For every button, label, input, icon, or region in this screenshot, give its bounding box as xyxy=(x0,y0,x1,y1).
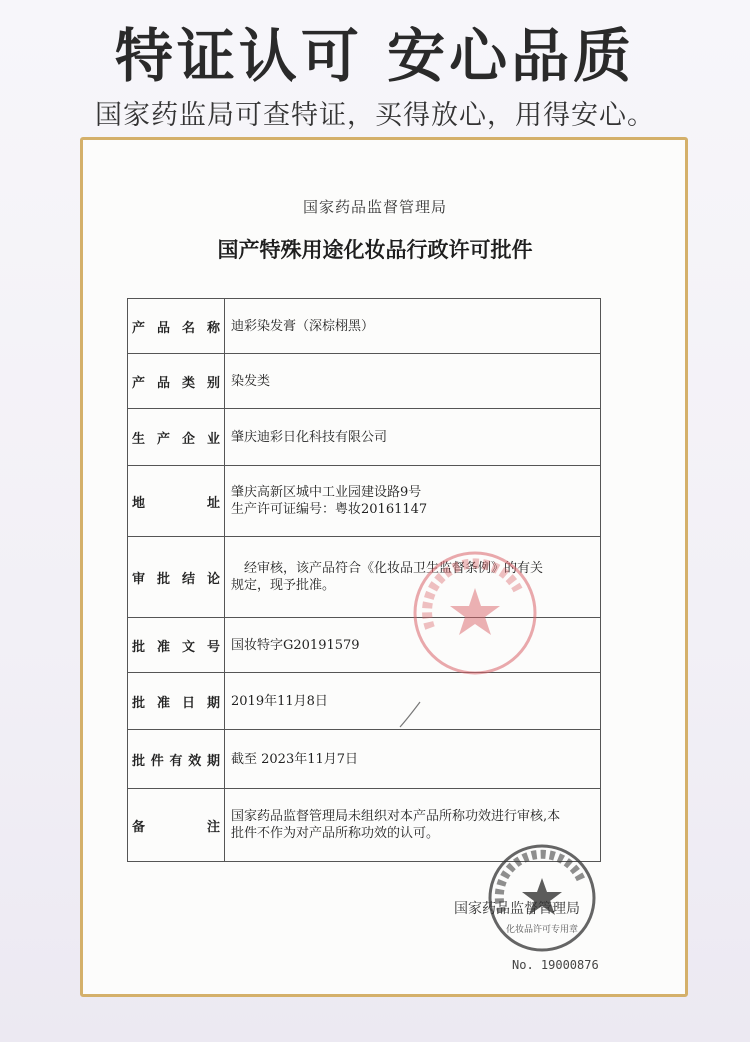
row-value: 迪彩染发膏（深棕栩黑） xyxy=(225,299,601,354)
table-row xyxy=(128,730,601,789)
row-label: 审批结论 xyxy=(128,537,225,618)
table-row xyxy=(128,409,601,466)
row-label: 备注 xyxy=(128,789,225,862)
headline: 特证认可 安心品质 xyxy=(114,22,636,90)
certificate-number: No. 19000876 xyxy=(512,958,599,972)
table-row xyxy=(128,354,601,409)
row-value: 国妆特字G20191579 xyxy=(225,618,601,673)
subheadline: 国家药监局可查特证，买得放心，用得安心。 xyxy=(95,100,655,131)
row-label: 批件有效期 xyxy=(128,730,225,789)
row-value: 2019年11月8日 xyxy=(225,673,601,730)
table-row xyxy=(128,299,601,354)
row-label: 产品类别 xyxy=(128,354,225,409)
pen-mark xyxy=(396,700,426,730)
row-value: 截至 2023年11月7日 xyxy=(225,730,601,789)
row-value: 肇庆迪彩日化科技有限公司 xyxy=(225,409,601,466)
row-label: 批准文号 xyxy=(128,618,225,673)
row-label: 产品名称 xyxy=(128,299,225,354)
row-value: 经审核，该产品符合《化妆品卫生监督条例》的有关 规定，现予批准。 xyxy=(225,537,601,618)
svg-text:化妆品许可专用章: 化妆品许可专用章 xyxy=(505,925,579,935)
row-label: 生产企业 xyxy=(128,409,225,466)
table-row xyxy=(128,466,601,537)
footer-agency: 国家药品监督管理局 xyxy=(454,901,580,917)
row-value: 国家药品监督管理局未组织对本产品所称功效进行审核,本 批件不作为对产品所称功效的认可。 xyxy=(225,789,601,862)
official-seal-stamp xyxy=(486,842,598,954)
row-label: 批准日期 xyxy=(128,673,225,730)
row-value: 肇庆高新区城中工业园建设路9号 生产许可证编号：粤妆20161147 xyxy=(225,466,601,537)
company-seal-stamp xyxy=(410,548,540,678)
table-row xyxy=(128,673,601,730)
row-value: 染发类 xyxy=(225,354,601,409)
document-agency: 国家药品监督管理局 xyxy=(302,198,447,216)
document-title: 国产特殊用途化妆品行政许可批件 xyxy=(217,237,533,262)
row-label: 地址 xyxy=(128,466,225,537)
